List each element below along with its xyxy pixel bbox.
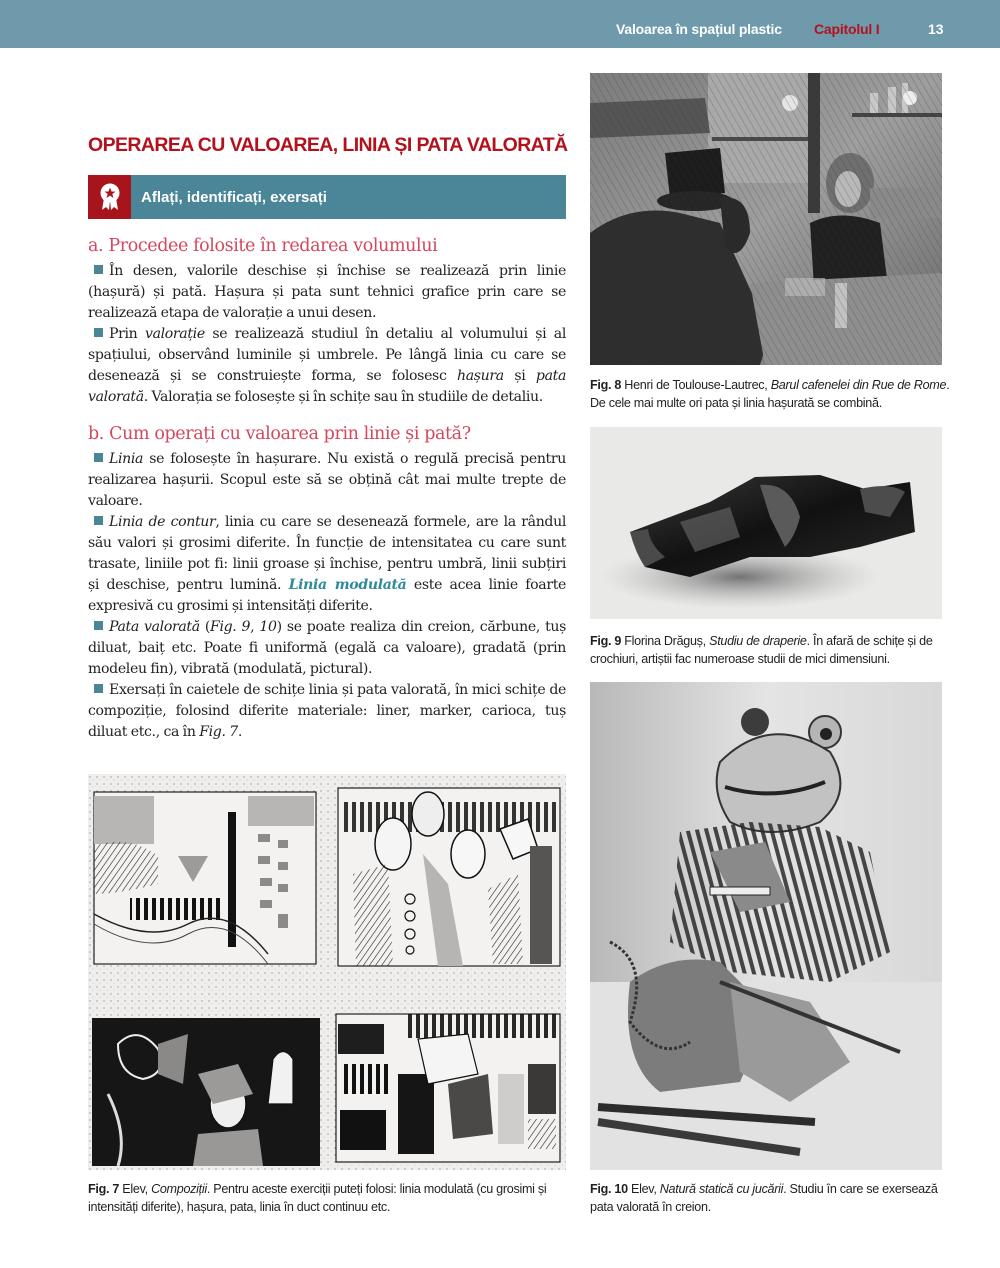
section-b-paragraph-2: Linia de contur, linia cu care se desenează formele, are la rândul său valori și grosimi diferite. În funcție de intensitatea cu care sunt trasate, liniile pot fi: linii groase și închise, pentru umbră, linii subțiri și deschise, pentru lumină. Linia modulată este acea linie foarte expresivă cu grosimi și intensități diferite.	[88, 514, 567, 614]
page-title: OPERAREA CU VALOAREA, LINIA ȘI PATA VALORATĂ	[88, 134, 568, 156]
figure-10-caption: Fig. 10 Elev, Natură statică cu jucării. Studiu în care se exersează pata valorată în creion.	[590, 1182, 938, 1214]
page-header	[0, 0, 1000, 48]
page-number: 13	[928, 21, 944, 37]
figure-7-image	[88, 774, 566, 1170]
banner-label: Aflați, identificați, exersați	[141, 188, 327, 206]
section-a	[88, 236, 566, 408]
section-a-paragraph-2: Prin valorație se realizează studiul în detaliu al volumului și al spațiului, observând luminile și umbrele. Pe lângă linia cu care se desenează și se construiește forma, se folosesc hașura și pata valorată. Valorația se folosește și în schițe sau în studiile de detaliu.	[88, 326, 566, 405]
figure-8-image	[590, 73, 942, 365]
section-b-paragraph-3: Pata valorată (Fig. 9, 10) se poate realiza din creion, cărbune, tuș diluat, baiț etc. Poate fi uniformă (egală ca valoare), gradată (prin modeleu fin), vibrată (modulată, pictural).	[88, 619, 567, 677]
square-bullet-icon	[94, 684, 103, 693]
square-bullet-icon	[94, 621, 103, 630]
square-bullet-icon	[94, 328, 103, 337]
section-a-paragraph-1: În desen, valorile deschise și închise se realizează prin linie (hașură) și pată. Hașura și pata sunt tehnici grafice prin care se realizează etapa de valorație a unui desen.	[88, 263, 566, 321]
square-bullet-icon	[94, 453, 103, 462]
figure-9-caption: Fig. 9 Florina Drăguș, Studiu de draperie. În afară de schițe și de crochiuri, artiștii fac numeroase studii de mici dimensiuni.	[590, 634, 933, 666]
section-b-heading: b. Cum operați cu valoarea prin linie și pată?	[88, 424, 471, 444]
square-bullet-icon	[94, 516, 103, 525]
award-ribbon-icon	[88, 175, 131, 219]
figure-9-image	[590, 427, 942, 619]
section-b-paragraph-4: Exersați în caietele de schițe linia și pata valorată, în mici schițe de compoziție, folosind diferite materiale: liner, marker, carioca, tuș diluat etc., ca în Fig. 7.	[88, 682, 566, 740]
figure-8-caption: Fig. 8 Henri de Toulouse-Lautrec, Barul cafenelei din Rue de Rome. De cele mai multe ori pata și linia hașurată se combină.	[590, 378, 950, 410]
header-section-title: Valoarea în spațiul plastic	[616, 21, 782, 37]
section-a-heading: a. Procedee folosite în redarea volumului	[88, 236, 438, 256]
figure-10-image	[590, 682, 942, 1170]
figure-7-caption: Fig. 7 Elev, Compoziții. Pentru aceste exerciții puteți folosi: linia modulată (cu grosimi și intensități diferite), hașura, pata, linia în duct continuu etc.	[88, 1182, 547, 1214]
highlighted-term: Linia modulată	[288, 577, 407, 593]
activity-banner	[88, 175, 566, 219]
square-bullet-icon	[94, 265, 103, 274]
section-b-paragraph-1: Linia se folosește în hașurare. Nu există o regulă precisă pentru realizarea hașurii. Scopul este să se obțină cât mai multe trepte de valoare.	[88, 451, 566, 509]
header-chapter: Capitolul I	[814, 21, 880, 37]
section-b	[88, 424, 566, 743]
